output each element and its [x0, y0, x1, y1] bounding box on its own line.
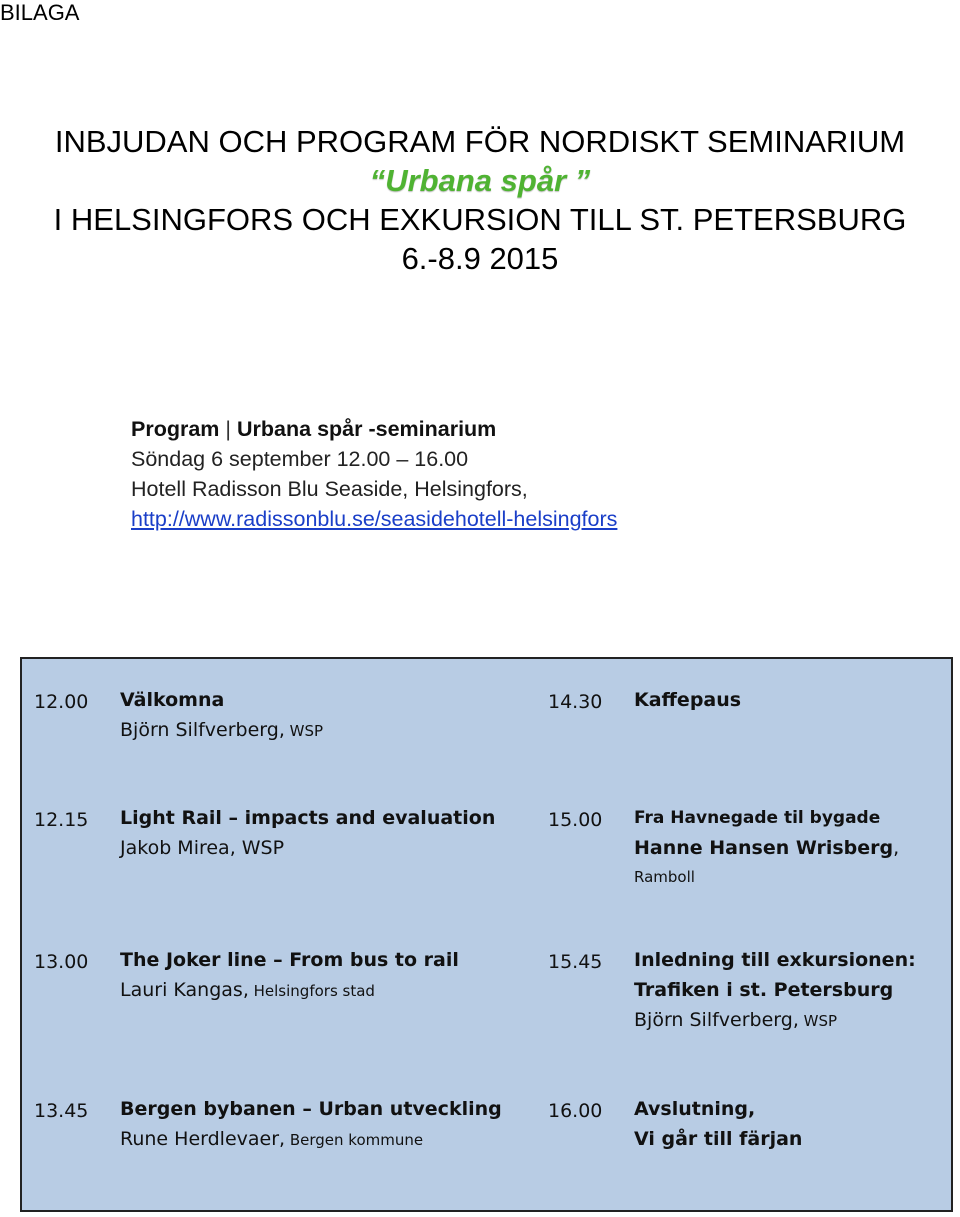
item-speaker	[120, 715, 323, 746]
program-venue: Hotell Radisson Blu Seaside, Helsingfors,	[131, 477, 528, 501]
item-time: 14.30	[548, 691, 603, 713]
item-title: Avslutning,	[634, 1098, 756, 1120]
item-title: The Joker line – From bus to rail	[120, 949, 459, 971]
program-date: Söndag 6 september 12.00 – 16.00	[131, 447, 469, 471]
speaker-name: Björn Silfverberg,	[120, 719, 285, 741]
item-time: 16.00	[548, 1100, 603, 1122]
program-info	[131, 414, 617, 534]
speaker-suffix: ,	[893, 837, 900, 859]
speaker-org: Ramboll	[634, 868, 695, 886]
item-title: Light Rail – impacts and evaluation	[120, 807, 496, 829]
speaker-org: Helsingfors stad	[248, 982, 375, 1000]
title-line-1: INBJUDAN OCH PROGRAM FÖR NORDISKT SEMINARIUM	[54, 124, 906, 159]
item-time: 13.00	[34, 951, 89, 973]
title-subtitle: “Urbana spår ”	[369, 163, 591, 198]
speaker-org: Bergen kommune	[285, 1131, 424, 1149]
program-heading-name: Urbana spår -seminarium	[237, 417, 497, 441]
speaker-name: Rune Herdlevaer,	[120, 1128, 286, 1150]
item-title-line-2: Vi går till färjan	[634, 1128, 803, 1150]
item-title: Välkomna	[120, 689, 225, 711]
item-title: Kaffepaus	[634, 689, 742, 711]
item-title: Bergen bybanen – Urban utveckling	[120, 1098, 502, 1120]
speaker-org: WSP	[284, 722, 324, 740]
venue-link[interactable]: http://www.radissonblu.se/seasidehotell-helsingfors	[131, 507, 618, 531]
speaker-org: WSP	[798, 1012, 838, 1030]
attachment-label: BILAGA	[0, 0, 80, 25]
item-speaker	[120, 975, 459, 1006]
item-title: Inledning till exkursionen:	[634, 949, 916, 971]
item-title: Fra Havnegade til bygade	[634, 808, 881, 828]
item-time: 13.45	[34, 1100, 89, 1122]
item-title-line-2: Trafiken i st. Petersburg	[634, 979, 894, 1001]
item-speaker	[120, 1124, 502, 1155]
item-time: 12.00	[34, 691, 89, 713]
title-date: 6.-8.9 2015	[401, 241, 559, 276]
item-speaker	[634, 1005, 916, 1036]
title-line-3: I HELSINGFORS OCH EXKURSION TILL ST. PETERSBURG	[53, 202, 907, 237]
speaker-name: Hanne Hansen Wrisberg	[634, 837, 894, 859]
document-title	[0, 122, 960, 278]
item-time: 15.45	[548, 951, 603, 973]
program-heading-label: Program	[131, 417, 220, 441]
speaker-name: Lauri Kangas,	[120, 979, 249, 1001]
program-heading	[131, 414, 617, 444]
item-speaker	[634, 833, 899, 863]
item-time: 12.15	[34, 809, 89, 831]
schedule-table	[20, 657, 953, 1212]
speaker-name: Björn Silfverberg,	[634, 1009, 799, 1031]
item-speaker: Jakob Mirea, WSP	[120, 837, 285, 859]
item-time: 15.00	[548, 809, 603, 831]
program-heading-separator: |	[225, 417, 232, 441]
